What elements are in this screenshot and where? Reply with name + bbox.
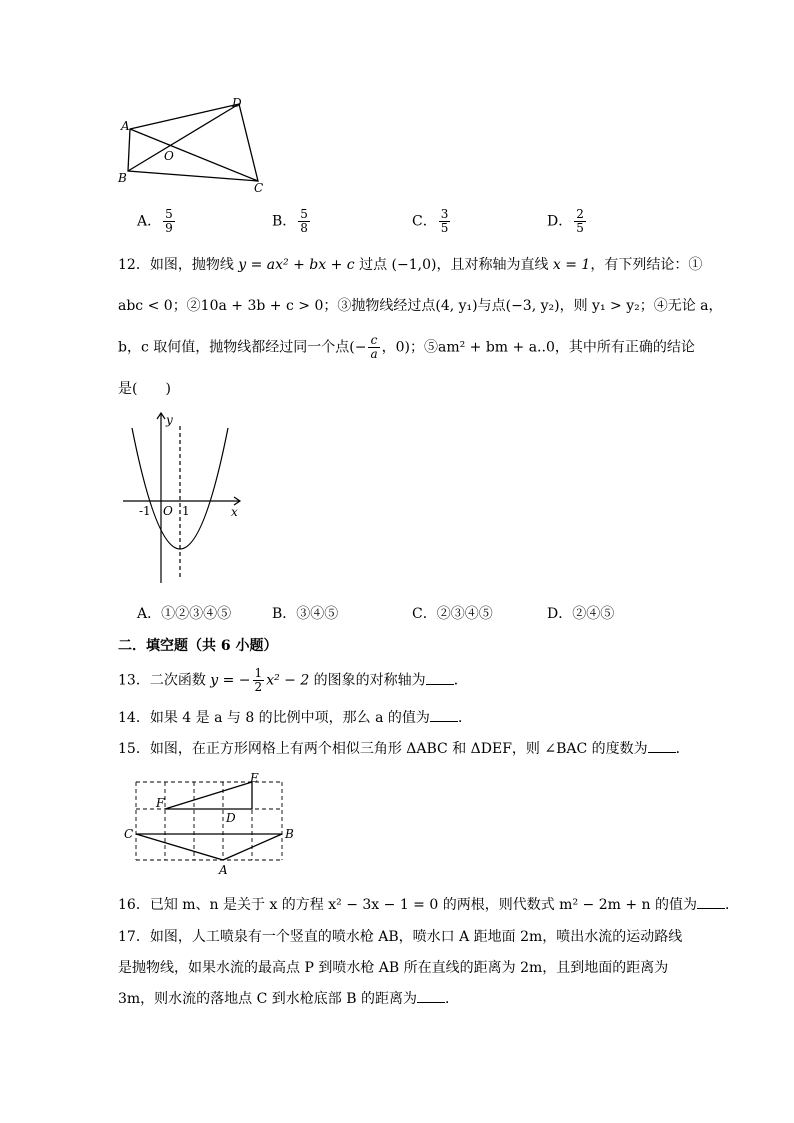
triangle-def: [165, 782, 252, 809]
text: ．: [444, 991, 459, 1007]
text: ．: [453, 672, 468, 689]
text: ．: [457, 710, 472, 726]
parabola-figure: [118, 408, 248, 588]
text: 16．已知 m、n 是关于 x 的方程 x² − 3x − 1 = 0 的两根，则代数式 m² − 2m + n 的值为: [118, 897, 697, 913]
equation: x = 1: [552, 257, 591, 273]
text: 3m，则水流的落地点 C 到水枪底部 B 的距离为: [118, 991, 417, 1007]
fraction-numerator: 2: [576, 207, 584, 221]
text: ，有下列结论：①: [590, 257, 703, 273]
text: ．: [675, 741, 690, 757]
answer-blank[interactable]: [426, 672, 454, 685]
q12-line-3: [118, 334, 695, 361]
label-c: C: [254, 181, 264, 195]
grid-triangles-figure: [120, 770, 300, 876]
q12-option-d[interactable]: D．②④⑤: [547, 606, 615, 622]
label-neg1: -1: [139, 504, 151, 518]
fraction-denominator: 2: [254, 680, 263, 694]
quadrilateral-abcd: [128, 104, 258, 181]
q11-option-c[interactable]: [412, 208, 452, 235]
fraction-numerator: 5: [165, 207, 173, 221]
option-label: B．: [272, 213, 297, 230]
q12-option-c[interactable]: C．②③④⑤: [412, 606, 493, 622]
dashed-grid: [136, 782, 282, 860]
text: 的图象的对称轴为: [309, 672, 426, 689]
q12-option-a[interactable]: A．①②③④⑤: [137, 606, 232, 622]
q11-option-d[interactable]: [547, 208, 588, 235]
q11-option-a[interactable]: [137, 208, 177, 235]
label-d: D: [232, 96, 242, 110]
fraction-denominator: 9: [165, 221, 173, 235]
q16: [118, 894, 739, 914]
label-one: 1: [182, 504, 190, 518]
label-d: D: [226, 811, 236, 825]
text: 15．如图，在正方形网格上有两个相似三角形 ΔABC 和 ΔDEF，则 ∠BAC 的度数为: [118, 741, 648, 757]
q12-line-4: 是( ): [118, 381, 171, 397]
q13: [118, 667, 468, 694]
fraction-numerator: 1: [254, 666, 263, 680]
label-b: B: [285, 827, 294, 841]
label-b: B: [118, 171, 127, 185]
section-heading: 二．填空题（共 6 小题）: [118, 638, 278, 654]
option-label: A．: [137, 213, 162, 230]
q17-line-2: 是抛物线，如果水流的最高点 P 到喷水枪 AB 所在直线的距离为 2m，且到地面的距离为: [118, 960, 669, 976]
q12-option-b[interactable]: B．③④⑤: [272, 606, 339, 622]
text: b，c 取何值，抛物线都经过同一个点(−: [118, 339, 367, 356]
fraction-numerator: 3: [440, 207, 449, 221]
equation: x² − 2: [266, 672, 310, 689]
fraction-denominator: 5: [440, 221, 449, 235]
q14: [118, 707, 472, 727]
text: ．: [724, 897, 739, 913]
parabola-curve: [132, 428, 228, 549]
quadrilateral-figure: [110, 92, 280, 196]
option-label: C．: [412, 213, 437, 230]
answer-blank[interactable]: [648, 740, 676, 753]
q12-line-2: abc < 0；②10a + 3b + c > 0；③抛物线经过点(4, y₁)与点(−3, y₂)，则 y₁ > y₂；④无论 a，: [118, 298, 723, 314]
q11-option-b[interactable]: [272, 208, 312, 235]
fraction-denominator: 5: [576, 221, 584, 235]
diagonal-bd: [128, 104, 239, 171]
option-label: D．: [547, 213, 573, 230]
text: 13．二次函数: [118, 672, 211, 689]
answer-blank[interactable]: [697, 896, 725, 909]
fraction-numerator: c: [368, 334, 379, 348]
q17-line-3: [118, 988, 459, 1008]
label-c: C: [124, 827, 134, 841]
label-a: A: [219, 863, 228, 876]
text: 12．如图，抛物线: [118, 257, 239, 273]
label-x: x: [231, 505, 238, 519]
q15: [118, 738, 690, 758]
label-o: O: [164, 149, 174, 163]
text: 14．如果 4 是 a 与 8 的比例中项，那么 a 的值为: [118, 710, 430, 726]
label-y: y: [166, 413, 173, 427]
triangle-abc: [136, 834, 282, 860]
answer-blank[interactable]: [430, 709, 458, 722]
text: ，0)；⑤am² + bm + a..0，其中所有正确的结论: [381, 339, 695, 356]
label-f: F: [156, 796, 165, 810]
fraction-denominator: a: [370, 347, 378, 361]
text: 过点 (−1,0)，且对称轴为直线: [354, 257, 553, 273]
q12-line-1: [118, 254, 702, 274]
answer-blank[interactable]: [417, 990, 445, 1003]
q17-line-1: 17．如图，人工喷泉有一个竖直的喷水枪 AB，喷水口 A 距地面 2m，喷出水流的运动路线: [118, 929, 683, 945]
equation: y = ax² + bx + c: [238, 257, 355, 273]
fraction-denominator: 8: [300, 221, 308, 235]
fraction-numerator: 5: [300, 207, 308, 221]
label-a: A: [121, 119, 130, 133]
label-origin: O: [163, 504, 173, 518]
equation: y = −: [210, 672, 251, 689]
label-e: E: [250, 771, 259, 785]
